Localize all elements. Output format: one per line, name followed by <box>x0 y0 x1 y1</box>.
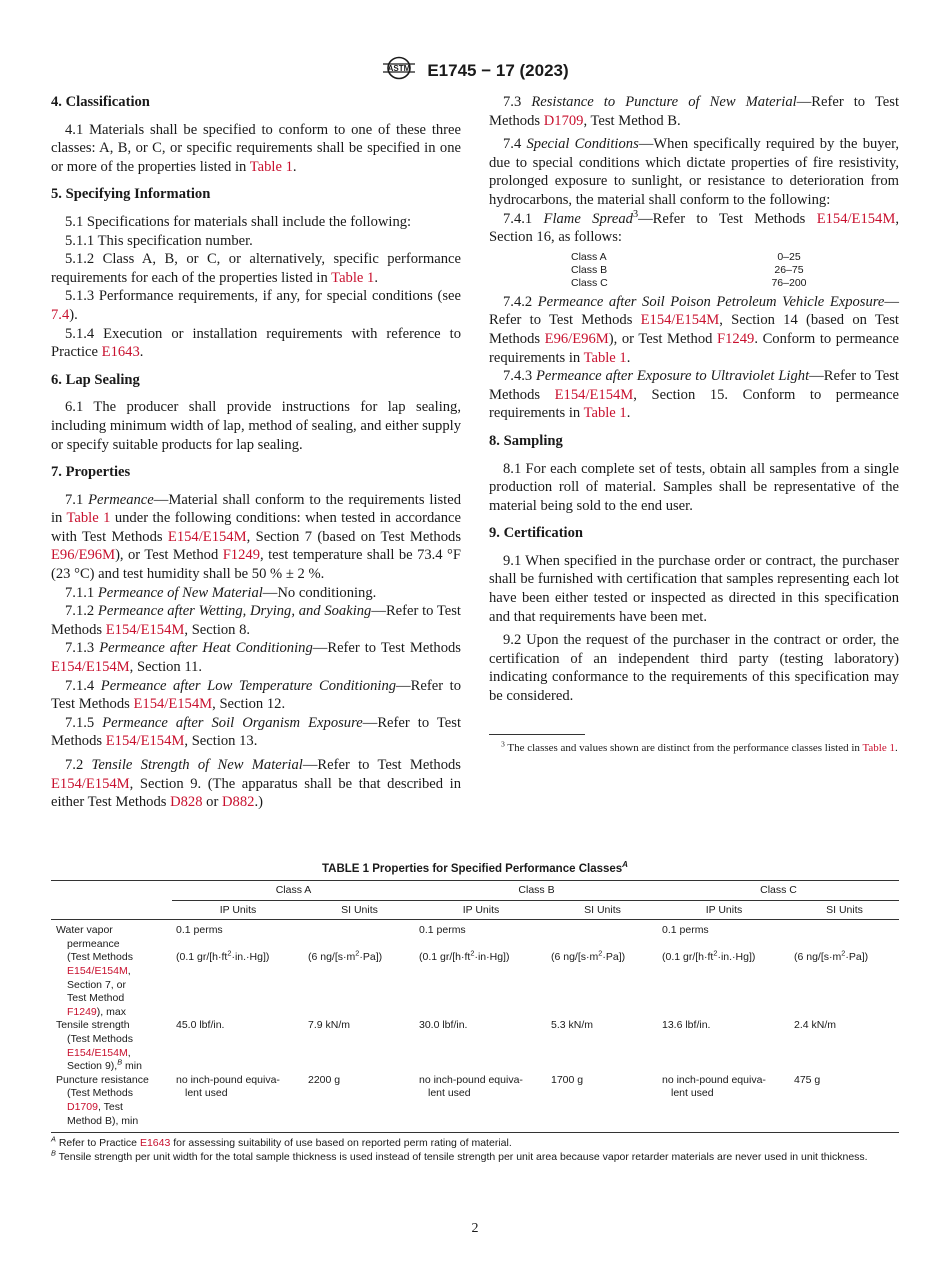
link-f1249[interactable]: F1249 <box>67 1005 97 1018</box>
link-d1709[interactable]: D1709 <box>67 1100 98 1113</box>
para-7-3: 7.3 Resistance to Puncture of New Material—Refer to Test Methods D1709, Test Method B. <box>489 94 900 129</box>
cell-a-ip: no inch-pound equiva- lent used <box>172 1074 304 1133</box>
cell-a-si: 7.9 kN/m <box>308 1019 351 1032</box>
link-d1709[interactable]: D1709 <box>543 112 584 129</box>
para-5-1: 5.1 Specifications for materials shall include the following: <box>65 213 412 230</box>
table-header-classes <box>51 881 899 901</box>
para-5-1-4: 5.1.4 Execution or installation requirements with reference to Practice E1643. <box>51 325 461 361</box>
table-row <box>51 1019 899 1073</box>
link-table-1[interactable]: Table 1 <box>862 741 895 754</box>
para-7-4-2: 7.4.2 Permeance after Soil Poison Petroleum Vehicle Exposure—Refer to Test Methods E154/E154M, Section 14 (based on Test Methods E96/E96M), or Test Method F1249. Conform to permeance requirements in Table 1. <box>489 293 899 366</box>
list-item: Class B 26–75 <box>571 263 804 276</box>
table-row <box>51 1074 899 1133</box>
cell-c-ip: 0.1 perms (0.1 $gr/[h\cdot ft^2\cdot in.\cdot Hg]$) <box>662 924 756 964</box>
properties-table <box>51 880 899 1133</box>
para-7-1-2: 7.1.2 Permeance after Wetting, Drying, and Soaking—Refer to Test Methods E154/E154M, Section 8. <box>51 603 461 638</box>
astm-logo-icon <box>381 56 417 85</box>
link-e1643[interactable]: E1643 <box>139 1137 171 1149</box>
para-7-1-5: 7.1.5 Permeance after Soil Organism Exposure—Refer to Test Methods E154/E154M, Section 13. <box>51 714 461 750</box>
si-units-header: SI Units <box>304 900 415 920</box>
table-title: TABLE 1 Properties for Specified Performance Classes$^A$ <box>322 860 628 875</box>
section-5-title: 5. Specifying Information <box>51 186 211 203</box>
page-header <box>0 56 950 85</box>
link-e154[interactable]: E154/E154M <box>167 528 247 545</box>
section-9-title: 9. Certification <box>489 525 584 542</box>
link-table-1[interactable]: Table 1 <box>331 269 375 286</box>
para-7-4: 7.4 Special Conditions—When specifically required by the buyer, due to special conditions which dictate properties of fire resistivity, prolonged exposure to sunlight, or resistance to deterioration from hydrocarbons, the material shall conform to the following: <box>489 136 899 208</box>
class-a-header: Class A <box>172 881 415 901</box>
cell-a-si: 2200 g <box>304 1074 415 1133</box>
para-4-1: 4.1 Materials shall be specified to conform to one of these three classes: A, B, or C, or specific requirements shall be specified in one or more of the properties listed in Table 1. <box>51 121 461 175</box>
para-6-1: 6.1 The producer shall provide instructions for lap sealing, including minimum width of lap, method of sealing, and either supply or specify suitable products for lap sealing. <box>51 399 461 453</box>
si-units-header: SI Units <box>547 900 658 920</box>
cell-c-si: (6 $ng/[s\cdot m^2\cdot Pa]$) <box>794 948 869 964</box>
row-label-water-vapor: Water vapor permeance (Test Methods E154/E154M, Section 7, or Test Method F1249), max <box>56 924 133 1018</box>
para-9-2: 9.2 Upon the request of the purchaser in the contract or order, the certification of an independent third party (testing laboratory) indicating conformance to the requirements of this specification may be considered. <box>489 632 899 705</box>
table-row <box>51 920 899 1020</box>
designation-code: E1745 − 17 (2023) <box>427 60 569 80</box>
cell-b-ip: 0.1 perms (0.1 $gr/[h\cdot ft^2\cdot in\cdot Hg]$) <box>419 924 510 964</box>
para-7-1-1: 7.1.1 Permeance of New Material—No conditioning. <box>65 584 377 601</box>
svg-text:ASTM: ASTM <box>388 64 411 73</box>
para-5-1-1: 5.1.1 This specification number. <box>65 232 253 249</box>
link-e154[interactable]: E154/E154M <box>133 696 213 713</box>
link-table-1[interactable]: Table 1 <box>583 349 627 366</box>
para-7-1-3: 7.1.3 Permeance after Heat Conditioning—Refer to Test Methods E154/E154M, Section 11. <box>51 640 461 676</box>
class-b-header: Class B <box>415 881 658 901</box>
section-4-title: 4. Classification <box>51 94 150 110</box>
para-5-1-2: 5.1.2 Class A, B, or C, or alternatively, specific performance requirements for each of the properties listed in Table 1. <box>51 251 461 286</box>
cell-c-si: 2.4 kN/m <box>794 1019 837 1032</box>
ip-units-header: IP Units <box>172 900 304 920</box>
cell-b-si: 5.3 kN/m <box>551 1019 594 1032</box>
list-item: Class A 0–25 <box>571 250 801 263</box>
link-e154[interactable]: E154/E154M <box>105 621 185 638</box>
link-e154[interactable]: E154/E154M <box>67 1046 128 1059</box>
row-label-tensile: Tensile strength (Test Methods E154/E154M, Section 9),$^B$ min <box>56 1019 142 1073</box>
link-f1249[interactable]: F1249 <box>222 547 260 564</box>
section-8-title: 8. Sampling <box>489 432 563 449</box>
link-section-7-4[interactable]: 7.4 <box>51 306 70 323</box>
link-e154[interactable]: E154/E154M <box>67 964 128 977</box>
para-5-1-3: 5.1.3 Performance requirements, if any, for special conditions (see 7.4). <box>51 288 461 323</box>
link-e154[interactable]: E154/E154M <box>51 659 130 676</box>
para-7-4-1: 7.4.1 Flame Spread$^3$—Refer to Test Methods E154/E154M, Section 16, as follows: <box>489 208 899 246</box>
cell-a-ip: 45.0 lbf/in. <box>176 1019 225 1032</box>
para-7-1-4: 7.1.4 Permeance after Low Temperature Conditioning—Refer to Test Methods E154/E154M, Section 12. <box>51 677 461 713</box>
para-9-1: 9.1 When specified in the purchase order or contract, the purchaser shall be furnished with certification that samples representing each lot have been either tested or inspected as directed in this specification and that requirements have been met. <box>489 552 899 625</box>
left-column <box>51 93 461 812</box>
table-note-a: $^A$ Refer to Practice E1643 for assessing suitability of use based on reported perm rating of material. <box>51 1134 512 1149</box>
cell-b-si: (6 $ng/[s\cdot m^2\cdot Pa]$) <box>551 948 626 964</box>
link-table-1[interactable]: Table 1 <box>249 158 293 175</box>
list-item: Class C 76–200 <box>571 276 807 289</box>
link-e154[interactable]: E154/E154M <box>51 775 130 792</box>
link-e96[interactable]: E96/E96M <box>544 330 609 347</box>
right-column <box>489 93 899 755</box>
class-c-header: Class C <box>658 881 899 901</box>
cell-c-ip: no inch-pound equiva- lent used <box>658 1074 790 1133</box>
para-7-2: 7.2 Tensile Strength of New Material—Refer to Test Methods E154/E154M, Section 9. (The apparatus shall be that described in either Test Methods D828 or D882.) <box>51 757 461 811</box>
link-e154[interactable]: E154/E154M <box>816 210 896 227</box>
cell-c-ip: 13.6 lbf/in. <box>662 1019 711 1032</box>
cell-a-si: (6 $ng/[s\cdot m^2\cdot Pa]$) <box>308 948 383 964</box>
link-e154[interactable]: E154/E154M <box>554 386 634 403</box>
para-7-4-3: 7.4.3 Permeance after Exposure to Ultraviolet Light—Refer to Test Methods E154/E154M, Section 15. Conform to permeance requirements in Table 1. <box>489 368 899 422</box>
cell-b-ip: 30.0 lbf/in. <box>419 1019 468 1032</box>
ip-units-header: IP Units <box>658 900 790 920</box>
cell-b-si: 1700 g <box>547 1074 658 1133</box>
link-table-1[interactable]: Table 1 <box>66 510 111 527</box>
para-8-1: 8.1 For each complete set of tests, obtain all samples from a single production roll of material. Samples shall be representative of the material being sold to the end user. <box>489 460 899 514</box>
table-note-b: $^B$ Tensile strength per unit width for the total sample thickness is used instead of tensile strength per unit area because vapor retarder materials are never used in unit thickness. <box>51 1148 868 1163</box>
table-header-units <box>51 900 899 920</box>
cell-b-ip: no inch-pound equiva- lent used <box>415 1074 547 1133</box>
link-d828[interactable]: D828 <box>170 794 203 811</box>
ip-units-header: IP Units <box>415 900 547 920</box>
cell-a-ip: 0.1 perms (0.1 $gr/[h\cdot ft^2\cdot in.\cdot Hg]$) <box>176 924 270 964</box>
link-d882[interactable]: D882 <box>222 794 255 811</box>
cell-c-si: 475 g <box>790 1074 899 1133</box>
link-f1249[interactable]: F1249 <box>717 330 755 347</box>
si-units-header: SI Units <box>790 900 899 920</box>
footnote-divider <box>489 734 585 735</box>
page-number: 2 <box>471 1221 479 1236</box>
section-7-title: 7. Properties <box>51 464 131 481</box>
link-e154[interactable]: E154/E154M <box>640 312 720 329</box>
footnote-3: $^3$ The classes and values shown are distinct from the performance classes listed in Table 1. <box>501 738 898 754</box>
para-7-1: 7.1 Permeance—Material shall conform to the requirements listed in Table 1 under the following conditions: when tested in accordance with Test Methods E154/E154M, Section 7 (based on Test Methods E96/E96M), or Test Method F1249, test temperature shall be 73.4 °F (23 °C) and test humidity shall be 50 % ± 2 %. <box>51 491 462 583</box>
link-table-1[interactable]: Table 1 <box>583 405 627 422</box>
table-notes <box>51 1134 899 1164</box>
link-e96[interactable]: E96/E96M <box>51 547 116 564</box>
row-label-puncture: Puncture resistance (Test Methods D1709, Test Method B), min <box>51 1074 172 1133</box>
section-6-title: 6. Lap Sealing <box>51 371 140 388</box>
link-e154[interactable]: E154/E154M <box>105 733 185 750</box>
link-e1643[interactable]: E1643 <box>101 344 140 361</box>
flame-spread-classes <box>571 251 899 290</box>
